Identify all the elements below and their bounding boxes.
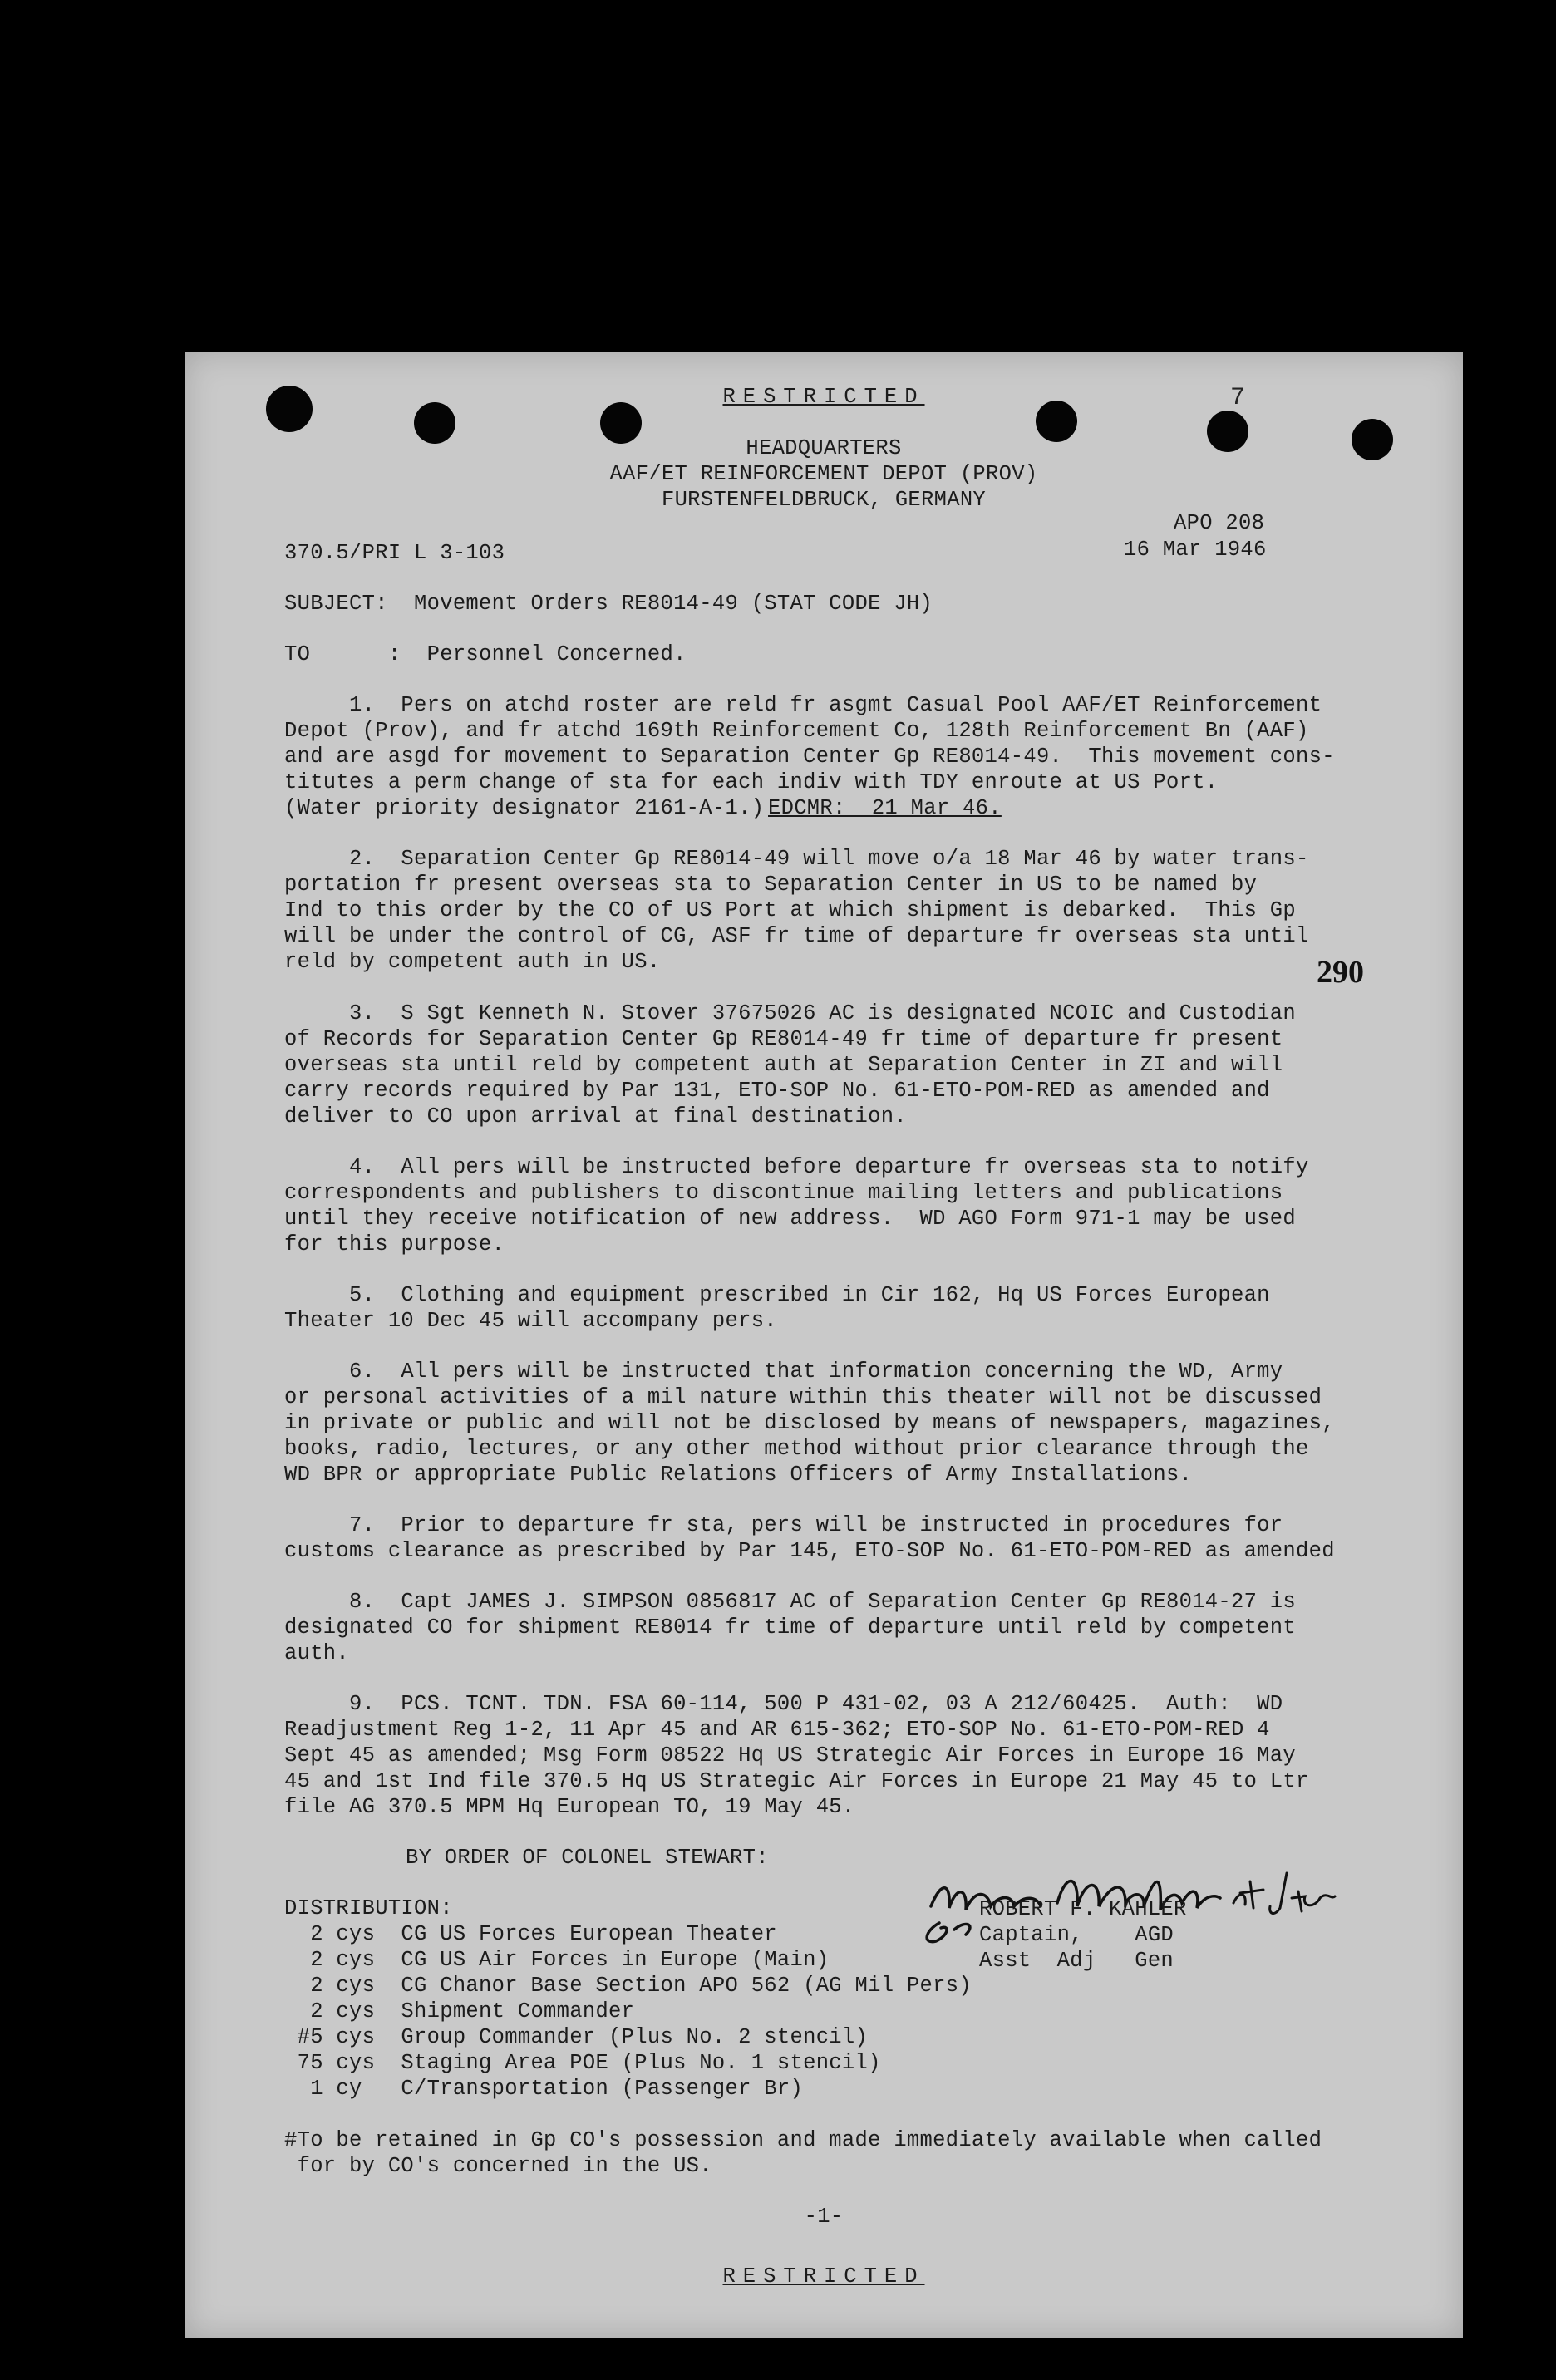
classification-header: RESTRICTED [722, 385, 925, 409]
list-item: 2 cys CG US Air Forces in Europe (Main) [284, 1948, 830, 1972]
header-line-2: AAF/ET REINFORCEMENT DEPOT (PROV) [609, 462, 1038, 486]
list-item: 75 cys Staging Area POE (Plus No. 1 stencil) [284, 2051, 881, 2075]
page-number: -1- [804, 2205, 844, 2229]
page-corner-number: 7 [1230, 384, 1246, 412]
text-line: 5. Clothing and equipment prescribed in Cir 162, Hq US Forces European [284, 1283, 1270, 1307]
text-line: auth. [284, 1641, 350, 1665]
text-line: Readjustment Reg 1-2, 11 Apr 45 and AR 615-362; ETO-SOP No. 61-ETO-POM-RED 4 [284, 1718, 1270, 1742]
text-line: 8. Capt JAMES J. SIMPSON 0856817 AC of Separation Center Gp RE8014-27 is [284, 1590, 1296, 1614]
signature-title: Asst Adj Gen [979, 1949, 1174, 1973]
list-item: #5 cys Group Commander (Plus No. 2 stencil) [284, 2025, 869, 2049]
text-line: designated CO for shipment RE8014 fr time of departure until reld by competent [284, 1615, 1296, 1640]
text-line: titutes a perm change of sta for each indiv with TDY enroute at US Port. [284, 770, 1219, 794]
text-line: portation fr present overseas sta to Separation Center in US to be named by [284, 873, 1258, 897]
text-line: 9. PCS. TCNT. TDN. FSA 60-114, 500 P 431-02, 03 A 212/60425. Auth: WD [284, 1692, 1283, 1716]
text-line: file AG 370.5 MPM Hq European TO, 19 May 45. [284, 1795, 855, 1819]
header-line-1: HEADQUARTERS [746, 436, 902, 460]
apo-number: APO 208 [1174, 511, 1265, 535]
list-item: 2 cys CG Chanor Base Section APO 562 (AG Mil Pers) [284, 1974, 972, 1998]
to-line: TO : Personnel Concerned. [284, 642, 687, 666]
text-line: deliver to CO upon arrival at final destination. [284, 1104, 907, 1129]
header-line-3: FURSTENFELDBRUCK, GERMANY [661, 488, 987, 512]
text-line: or personal activities of a mil nature within this theater will not be discussed [284, 1385, 1322, 1409]
list-item: 1 cy C/Transportation (Passenger Br) [284, 2077, 804, 2101]
text-line: 4. All pers will be instructed before departure fr overseas sta to notify [284, 1155, 1309, 1179]
text-line: Ind to this order by the CO of US Port at which shipment is debarked. This Gp [284, 898, 1296, 922]
signature-rank: Captain, AGD [979, 1923, 1174, 1947]
document-date: 16 Mar 1946 [1124, 538, 1267, 562]
text-line: for this purpose. [284, 1232, 505, 1256]
text-line: Sept 45 as amended; Msg Form 08522 Hq US Strategic Air Forces in Europe 16 May [284, 1743, 1296, 1768]
text-line: and are asgd for movement to Separation Center Gp RE8014-49. This movement cons- [284, 745, 1335, 769]
text-line: reld by competent auth in US. [284, 950, 661, 974]
text-line: until they receive notification of new address. WD AGO Form 971-1 may be used [284, 1207, 1296, 1231]
margin-number: 290 [1317, 955, 1364, 990]
text-line: carry records required by Par 131, ETO-SOP No. 61-ETO-POM-RED as amended and [284, 1079, 1270, 1103]
text-line: Theater 10 Dec 45 will accompany pers. [284, 1309, 777, 1333]
text-line: 7. Prior to departure fr sta, pers will be instructed in procedures for [284, 1513, 1283, 1537]
file-reference: 370.5/PRI L 3-103 [284, 541, 505, 565]
text-line: 1. Pers on atchd roster are reld fr asgmt Casual Pool AAF/ET Reinforcement [284, 693, 1322, 717]
subject-line: SUBJECT: Movement Orders RE8014-49 (STAT CODE JH) [284, 592, 933, 616]
edcmr-date: EDCMR: 21 Mar 46. [768, 796, 1002, 820]
text-line: 45 and 1st Ind file 370.5 Hq US Strategic Air Forces in Europe 21 May 45 to Ltr [284, 1769, 1309, 1793]
text-line: will be under the control of CG, ASF fr time of departure fr overseas sta until [284, 924, 1309, 948]
text-line: customs clearance as prescribed by Par 145, ETO-SOP No. 61-ETO-POM-RED as amended [284, 1539, 1335, 1563]
text-line: 2. Separation Center Gp RE8014-49 will move o/a 18 Mar 46 by water trans- [284, 847, 1309, 871]
text-line: in private or public and will not be disclosed by means of newspapers, magazines, [284, 1411, 1335, 1435]
signature-name: ROBERT F. KAHLER [979, 1897, 1187, 1921]
footnote-line: for by CO's concerned in the US. [284, 2154, 712, 2178]
text-line: WD BPR or appropriate Public Relations Officers of Army Installations. [284, 1463, 1193, 1487]
text-line: 3. S Sgt Kenneth N. Stover 37675026 AC is designated NCOIC and Custodian [284, 1001, 1296, 1025]
classification-footer: RESTRICTED [722, 2264, 925, 2289]
list-item: 2 cys Shipment Commander [284, 1999, 635, 2023]
list-item: 2 cys CG US Forces European Theater [284, 1922, 777, 1946]
document-page [185, 352, 1463, 2338]
distribution-heading: DISTRIBUTION: [284, 1896, 453, 1920]
text-line: of Records for Separation Center Gp RE8014-49 fr time of departure fr present [284, 1027, 1283, 1051]
footnote-line: #To be retained in Gp CO's possession and made immediately available when called [284, 2128, 1322, 2152]
text-line: (Water priority designator 2161-A-1.) [284, 796, 790, 820]
text-line: overseas sta until reld by competent auth at Separation Center in ZI and will [284, 1053, 1283, 1077]
order-line: BY ORDER OF COLONEL STEWART: [406, 1846, 769, 1870]
text-line: books, radio, lectures, or any other method without prior clearance through the [284, 1437, 1309, 1461]
text-line: Depot (Prov), and fr atchd 169th Reinforcement Co, 128th Reinforcement Bn (AAF) [284, 719, 1309, 743]
text-line: correspondents and publishers to discontinue mailing letters and publications [284, 1181, 1283, 1205]
text-line: 6. All pers will be instructed that information concerning the WD, Army [284, 1360, 1283, 1384]
